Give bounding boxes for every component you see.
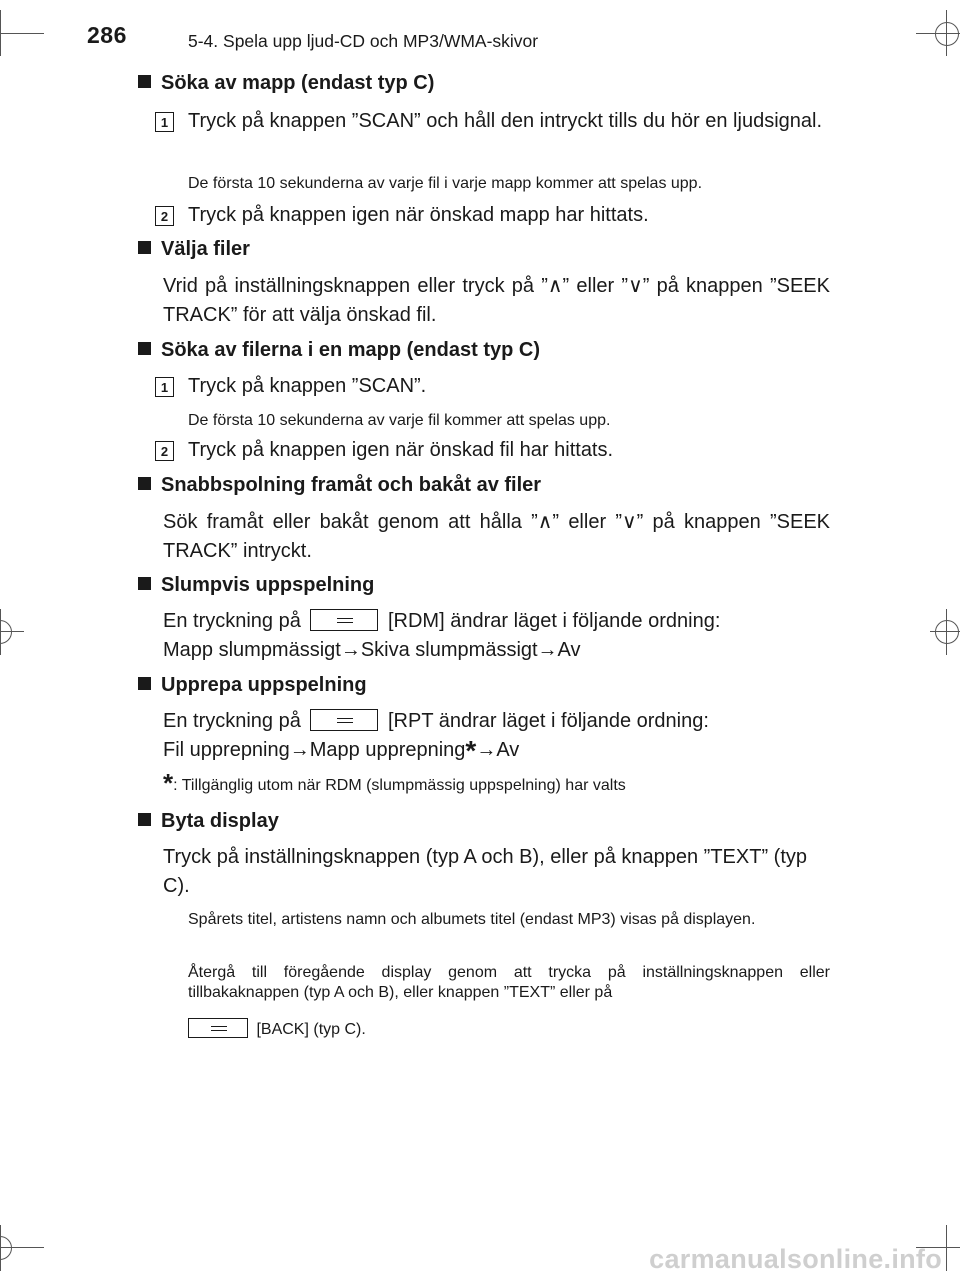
paragraph: Sök framåt eller bakåt genom att hålla ”∧” eller ”∨” på knappen ”SEEK TRACK” intryckt. <box>163 511 830 562</box>
page-number: 286 <box>87 22 127 48</box>
step-number-badge: 2 <box>155 206 174 226</box>
heading-text: Välja filer <box>161 238 250 260</box>
text: En tryckning på <box>163 610 301 632</box>
watermark: carmanualsonline.info <box>649 1244 942 1274</box>
note: Spårets titel, artistens namn och albumets titel (endast MP3) visas på displayen. <box>188 911 756 928</box>
heading-repeat-playback <box>138 674 367 697</box>
footnote-asterisk: * <box>163 768 174 798</box>
bullet-square-icon <box>138 477 151 490</box>
text: [BACK] (typ C). <box>256 1021 366 1038</box>
text: En tryckning på <box>163 710 301 732</box>
heading-text: Byta display <box>161 810 279 832</box>
heading-change-display <box>138 810 279 833</box>
text: Fil upprepning→Mapp upprepning <box>163 739 466 761</box>
text: →Av <box>476 739 520 761</box>
step-text: Tryck på knappen ”SCAN” och håll den intryckt tills du hör en ljudsignal. <box>188 110 823 132</box>
preset-button-icon <box>310 709 378 731</box>
preset-button-icon <box>310 609 378 631</box>
heading-text: Snabbspolning framåt och bakåt av filer <box>161 474 542 496</box>
heading-random-playback <box>138 574 374 597</box>
note-continuation <box>188 1018 366 1041</box>
note: Återgå till föregående display genom att trycka på inställningsknappen eller tillbakaknappen (typ A och B), eller knappen ”TEXT” eller på <box>188 964 830 1001</box>
section-header: 5-4. Spela upp ljud-CD och MP3/WMA-skivor <box>188 31 539 51</box>
footnote-text: : Tillgänglig utom när RDM (slumpmässig uppspelning) har valts <box>173 777 626 794</box>
text: [RPT ändrar läget i följande ordning: <box>387 710 709 732</box>
text: Mapp slumpmässigt→Skiva slumpmässigt→Av <box>163 639 581 661</box>
bullet-square-icon <box>138 813 151 826</box>
bullet-square-icon <box>138 75 151 88</box>
step-note: De första 10 sekunderna av varje fil kommer att spelas upp. <box>188 412 611 429</box>
paragraph <box>163 707 830 765</box>
bullet-square-icon <box>138 241 151 254</box>
heading-text: Upprepa uppspelning <box>161 674 367 696</box>
step-text: Tryck på knappen igen när önskad fil har hittats. <box>188 439 614 461</box>
heading-fast-forward-rewind <box>138 474 541 497</box>
step-text: Tryck på knappen ”SCAN”. <box>188 375 427 397</box>
step-note: De första 10 sekunderna av varje fil i varje mapp kommer att spelas upp. <box>188 175 703 192</box>
heading-scan-files-in-folder <box>138 339 540 362</box>
step-number-badge: 2 <box>155 441 174 461</box>
bullet-square-icon <box>138 677 151 690</box>
paragraph: Vrid på inställningsknappen eller tryck på ”∧” eller ”∨” på knappen ”SEEK TRACK” för att välja önskad fil. <box>163 275 830 326</box>
heading-text: Slumpvis uppspelning <box>161 574 375 596</box>
step-number-badge: 1 <box>155 377 174 397</box>
step-text: Tryck på knappen igen när önskad mapp har hittats. <box>188 204 649 226</box>
paragraph <box>163 607 830 665</box>
step-number-badge: 1 <box>155 112 174 132</box>
asterisk: * <box>465 735 477 766</box>
bullet-square-icon <box>138 342 151 355</box>
heading-select-files <box>138 238 250 261</box>
paragraph: Tryck på inställningsknappen (typ A och B), eller på knappen ”TEXT” (typ C). <box>163 846 808 897</box>
footnote <box>163 770 626 799</box>
text: [RDM] ändrar läget i följande ordning: <box>387 610 721 632</box>
bullet-square-icon <box>138 577 151 590</box>
heading-text: Söka av mapp (endast typ C) <box>161 72 435 94</box>
preset-button-icon <box>188 1018 248 1038</box>
heading-text: Söka av filerna i en mapp (endast typ C) <box>161 339 540 361</box>
heading-search-folder <box>138 72 434 95</box>
